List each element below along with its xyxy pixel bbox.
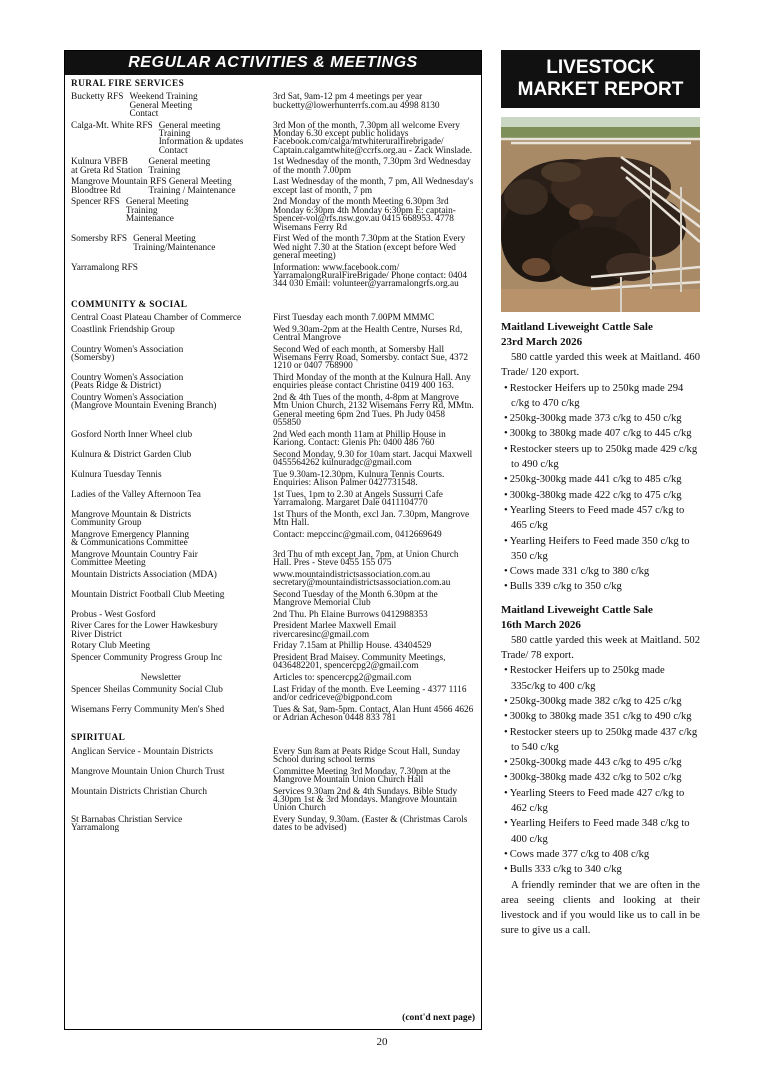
group-name: Ladies of the Valley Afternoon Tea (71, 489, 201, 500)
activity-group (71, 642, 273, 650)
group-name: Mangrove Mountain Union Church Trust (71, 766, 225, 777)
group-name: Spencer RFS (71, 197, 120, 208)
activity-group (71, 471, 273, 488)
activity-details: 1st Thurs of the Month, excl Jan. 7.30pm, Mangrove Mtn Hall. (273, 509, 470, 529)
banner-line-1: LIVESTOCK (546, 57, 655, 78)
price-item: • Restocker steers up to 250kg made 437 c/kg to 540 c/kg (501, 725, 700, 756)
activity-group (71, 394, 273, 428)
sale-title: Maitland Liveweight Cattle Sale (501, 603, 653, 616)
activity-row (71, 611, 475, 619)
price-item: • 250kg-300kg made 443 c/kg to 495 c/kg (501, 755, 700, 770)
activity-details: Tue 9.30am-12.30pm, Kulnura Tennis Courts. Enquiries: Alison Palmer 0427731548. (273, 469, 445, 489)
page-number: 20 (376, 1036, 388, 1048)
group-name: Newsletter (71, 673, 182, 684)
group-name: Probus - West Gosford (71, 609, 156, 620)
group-name: Coastlink Friendship Group (71, 324, 175, 335)
activity-row (71, 622, 475, 639)
activity-group (71, 788, 273, 813)
activity-details: 1st Tues, 1pm to 2.30 at Angels Sussurri Cafe Yarramalong. Margaret Dale 0411104770 (273, 489, 443, 509)
cattle-yard-photo (501, 117, 700, 312)
activity-group (71, 816, 273, 833)
activity-details: 2nd Monday of the month Meeting 6.30pm 3rd Monday 6:30pm 4th Monday 6:30pm E: captain-Spencer-vol@rfs.nsw.gov.au 0415 668953. 4778 Wisemans Ferry Rd (273, 197, 456, 233)
section-heading: SPIRITUAL (71, 733, 126, 744)
activity-group (71, 314, 273, 322)
activity-details: Wed 9.30am-2pm at the Health Centre, Nurses Rd, Central Mangrove (273, 324, 463, 344)
activity-row (71, 686, 475, 703)
activity-details: 3rd Sat, 9am-12 pm 4 meetings per year bucketty@lowerhunterrfs.com.au 4998 8130 (273, 92, 440, 111)
group-name: Anglican Service - Mountain Districts (71, 746, 214, 757)
meeting-type: General meeting Training Information & updates Contact (158, 120, 244, 156)
group-name: Gosford North Inner Wheel club (71, 429, 193, 440)
group-name: Kulnura Tuesday Tennis (71, 469, 162, 480)
activity-details: Tues & Sat, 9am-5pm. Contact, Alan Hunt 4566 4626 or Adrian Acheson 0448 833 781 (273, 704, 474, 724)
activity-row (71, 326, 475, 343)
price-item: • 250kg-300kg made 441 c/kg to 485 c/kg (501, 472, 700, 487)
sale-report-2 (501, 603, 700, 878)
price-item: • 300kg-380kg made 432 c/kg to 502 c/kg (501, 770, 700, 785)
group-name: Spencer Sheilas Community Social Club (71, 684, 223, 695)
group-name: Country Women's Association (Mangrove Mountain Evening Branch) (71, 393, 217, 412)
group-name: Mountain Districts Christian Church (71, 786, 208, 797)
activity-row (71, 674, 475, 682)
activity-row (71, 491, 475, 508)
activity-details: 1st Wednesday of the month, 7.30pm 3rd Wednesday of the month 7.00pm (273, 157, 471, 176)
group-name: Mangrove Mountain Country Fair Committee Meeting (71, 549, 198, 569)
sale-title: Maitland Liveweight Cattle Sale (501, 321, 653, 333)
sale-date: 23rd March 2026 (501, 336, 583, 348)
activity-group (71, 551, 273, 568)
activity-group (71, 531, 273, 548)
livestock-market-report-banner (501, 50, 700, 108)
regular-activities-panel (64, 50, 482, 1030)
activity-group (71, 346, 273, 371)
activity-details: President Marlee Maxwell Email rivercaresinc@gmail.com (273, 621, 397, 640)
sale-date: 16th March 2026 (501, 618, 581, 631)
activity-group (71, 768, 273, 785)
sale-intro: 580 cattle yarded this week at Maitland. 502 Trade/ 78 export. (501, 634, 700, 662)
activity-row (71, 431, 475, 448)
sale-intro: 580 cattle yarded this week at Maitland. 460 Trade/ 120 export. (501, 352, 700, 379)
activity-group (71, 93, 273, 118)
price-item: • Bulls 333 c/kg to 340 c/kg (501, 862, 700, 877)
activity-details: Third Monday of the month at the Kulnura Hall. Any enquiries please contact Christine 0419 400 163. (273, 373, 471, 392)
price-item: • Restocker Heifers up to 250kg made 335c/kg to 400 c/kg (501, 663, 700, 694)
activity-row (71, 93, 475, 118)
activity-row (71, 788, 475, 813)
regular-activities-banner: REGULAR ACTIVITIES & MEETINGS (65, 51, 481, 75)
activity-group (71, 374, 273, 391)
activity-group (71, 674, 273, 682)
activity-group (71, 198, 273, 232)
activity-row (71, 394, 475, 428)
activity-details: Committee Meeting 3rd Monday, 7.30pm at the Mangrove Mountain Union Church Hall (273, 766, 451, 786)
price-item: • Restocker Heifers up to 250kg made 294 c/kg to 470 c/kg (501, 381, 700, 412)
price-item: • Bulls 339 c/kg to 350 c/kg (501, 579, 700, 594)
activity-details: 3rd Thu of mth except Jan, 7pm, at Union Church Hall. Pres - Steve 0455 155 075 (273, 549, 459, 569)
activity-row (71, 706, 475, 723)
activity-row (71, 264, 475, 289)
activity-group (71, 622, 273, 639)
activity-details: Every Sun 8am at Peats Ridge Scout Hall, Sunday School during school terms (273, 746, 461, 766)
activity-row (71, 158, 475, 175)
section-heading: RURAL FIRE SERVICES (71, 79, 185, 89)
section-heading: COMMUNITY & SOCIAL (71, 299, 188, 310)
activity-group (71, 511, 273, 528)
group-name: Calga-Mt. White RFS (71, 120, 153, 131)
group-name: St Barnabas Christian Service Yarramalong (71, 815, 183, 834)
group-name: Central Coast Plateau Chamber of Commerce (71, 313, 242, 324)
price-item: • 300kg to 380kg made 351 c/kg to 490 c/kg (501, 709, 700, 724)
price-item: • 250kg-300kg made 373 c/kg to 450 c/kg (501, 411, 700, 426)
price-item: • Cows made 377 c/kg to 408 c/kg (501, 847, 700, 862)
group-name: Mountain District Football Club Meeting (71, 589, 225, 600)
activity-details: First Tuesday each month 7.00PM MMMC (273, 313, 435, 324)
group-name: Kulnura & District Garden Club (71, 449, 192, 460)
activity-row (71, 314, 475, 322)
price-item: • Cows made 331 c/kg to 380 c/kg (501, 564, 700, 579)
group-name: Kulnura VBFB at Greta Rd Station (71, 157, 143, 176)
group-name: Bucketty RFS (71, 92, 124, 103)
sale-price-list (501, 381, 700, 595)
activity-group (71, 611, 273, 619)
price-item: • 300kg to 380kg made 407 c/kg to 445 c/kg (501, 426, 700, 441)
banner-line-2: MARKET REPORT (517, 79, 684, 100)
activity-details: First Wed of the month 7.30pm at the Station Every Wed night 7.30 at the Station (except before Wed general meeting) (273, 234, 466, 262)
continued-note: (cont'd next page) (402, 1013, 475, 1023)
group-name: Country Women's Association (Peats Ridge & District) (71, 373, 184, 392)
activity-row (71, 571, 475, 588)
activity-details: 2nd Thu. Ph Elaine Burrows 0412988353 (273, 609, 428, 620)
activity-group (71, 264, 273, 289)
activity-group (71, 706, 273, 723)
activity-details: Contact: mepccinc@gmail.com, 0412669649 (273, 529, 442, 540)
meeting-type: General meeting Training (148, 157, 211, 176)
group-name: Spencer Community Progress Group Inc (71, 653, 223, 664)
group-name: Somersby RFS (71, 234, 128, 245)
activity-row (71, 374, 475, 391)
activity-details: Last Friday of the month. Eve Leeming - 4377 1116 and/or cedriceve@bigpond.com (273, 684, 467, 704)
activity-group (71, 178, 273, 195)
activity-group (71, 451, 273, 468)
activity-row (71, 235, 475, 260)
price-item: • Yearling Heifers to Feed made 350 c/kg to 350 c/kg (501, 534, 700, 565)
activity-row (71, 122, 475, 156)
price-item: • Yearling Steers to Feed made 457 c/kg to 465 c/kg (501, 503, 700, 534)
group-name: Mangrove Emergency Planning & Communications Committee (71, 529, 190, 549)
activity-details: President Brad Maisey. Community Meetings, 0436482201, spencercpg2@gmail.com (273, 653, 446, 672)
activity-group (71, 235, 273, 260)
meeting-type: Weekend Training General Meeting Contact (129, 92, 198, 119)
reminder-note: A friendly reminder that we are often in the area seeing clients and looking at their livestock and if you would like us to call in be sure to give us a call. (501, 879, 700, 937)
activity-details: Last Wednesday of the month, 7 pm, All Wednesday's except last of month, 7 pm (273, 177, 474, 196)
activity-group (71, 748, 273, 765)
group-name: Rotary Club Meeting (71, 641, 151, 652)
group-name: Yarramalong RFS (71, 262, 138, 273)
activity-details: Second Wed of each month, at Somersby Hall Wisemans Ferry Road, Somersby. contact Sue, 4372 1210 or 0407 768900 (273, 344, 468, 372)
activity-details: Services 9.30am 2nd & 4th Sundays. Bible Study 4.30pm 1st & 3rd Mondays. Mangrove Mountain Union Church (273, 786, 458, 814)
activity-group (71, 571, 273, 588)
price-item: • Yearling Steers to Feed made 427 c/kg to 462 c/kg (501, 786, 700, 817)
activity-group (71, 591, 273, 608)
price-item: • 250kg-300kg made 382 c/kg to 425 c/kg (501, 694, 700, 709)
price-item: • Restocker steers up to 250kg made 429 c/kg to 490 c/kg (501, 442, 700, 473)
group-name: Mountain Districts Association (MDA) (71, 569, 217, 580)
activity-row (71, 768, 475, 785)
activity-group (71, 686, 273, 703)
meeting-type: General Meeting Training/Maintenance (133, 234, 216, 253)
activity-details: 2nd Wed each month 11am at Phillip House in Kariong. Contact: Glenis Ph: 0400 486 760 (273, 429, 446, 449)
group-name: Wisemans Ferry Community Men's Shed (71, 704, 225, 715)
activity-row (71, 198, 475, 232)
activity-group (71, 122, 273, 156)
activity-row (71, 748, 475, 765)
activity-row (71, 531, 475, 548)
meeting-type: General Meeting Training Maintenance (125, 197, 189, 225)
group-name: Mangrove Mountain RFS General Meeting Bloodtree Rd Training / Maintenance (71, 177, 236, 196)
activity-group (71, 158, 273, 175)
activity-details: Second Tuesday of the Month 6.30pm at the Mangrove Memorial Club (273, 589, 438, 609)
sale-price-list (501, 663, 700, 877)
activity-details: Second Monday, 9.30 for 10am start. Jacqui Maxwell 0455564262 kulnuradgc@gmail.com (273, 449, 473, 469)
group-name: Mangrove Mountain & Districts Community Group (71, 509, 192, 529)
group-name: Country Women's Association (Somersby) (71, 344, 184, 364)
activity-row (71, 511, 475, 528)
activity-details: 2nd & 4th Tues of the month, 4-8pm at Mangrove Mtn Union Church, 2132 Wisemans Ferry Rd, MMtn. General meeting 6pm 2nd Tues. Ph Judy 0458 055850 (273, 393, 474, 429)
activity-details: Articles to: spencercpg2@gmail.com (273, 673, 412, 684)
activity-details: Every Sunday, 9.30am. (Easter & (Christmas Carols dates to be advised) (273, 815, 468, 834)
price-item: • Yearling Heifers to Feed made 348 c/kg to 400 c/kg (501, 816, 700, 847)
activity-group (71, 326, 273, 343)
activity-details: www.mountaindistrictsassociation.com.au secretary@mountaindistrictsassociation.com.au (273, 569, 451, 589)
sale-report-1 (501, 320, 700, 595)
activity-details: 3rd Mon of the month, 7.30pm all welcome Every Monday 6.30 except public holidays Facebook.com/calga/mtwhiteruralfirebrigade/ Captain.calgamtwhite@ccrfs.org.au - Zack Winslade. (273, 120, 473, 156)
activity-row (71, 346, 475, 371)
activity-row (71, 591, 475, 608)
activity-row (71, 816, 475, 833)
activity-group (71, 654, 273, 671)
activity-row (71, 178, 475, 195)
activity-row (71, 451, 475, 468)
activity-row (71, 551, 475, 568)
activity-details: Information: www.facebook.com/ YarramalongRuralFireBrigade/ Phone contact: 0404 344 030 Email: volunteer@yarramalongrfs.org.au (273, 262, 467, 290)
group-name: River Cares for the Lower Hawkesbury River District (71, 621, 218, 640)
activities-list (65, 75, 481, 833)
activity-group (71, 491, 273, 508)
activity-row (71, 642, 475, 650)
activity-group (71, 431, 273, 448)
activity-row (71, 471, 475, 488)
livestock-report (501, 320, 700, 939)
activity-details: Friday 7.15am at Phillip House. 43404529 (273, 641, 432, 652)
activity-row (71, 654, 475, 671)
price-item: • 300kg-380kg made 422 c/kg to 475 c/kg (501, 488, 700, 503)
